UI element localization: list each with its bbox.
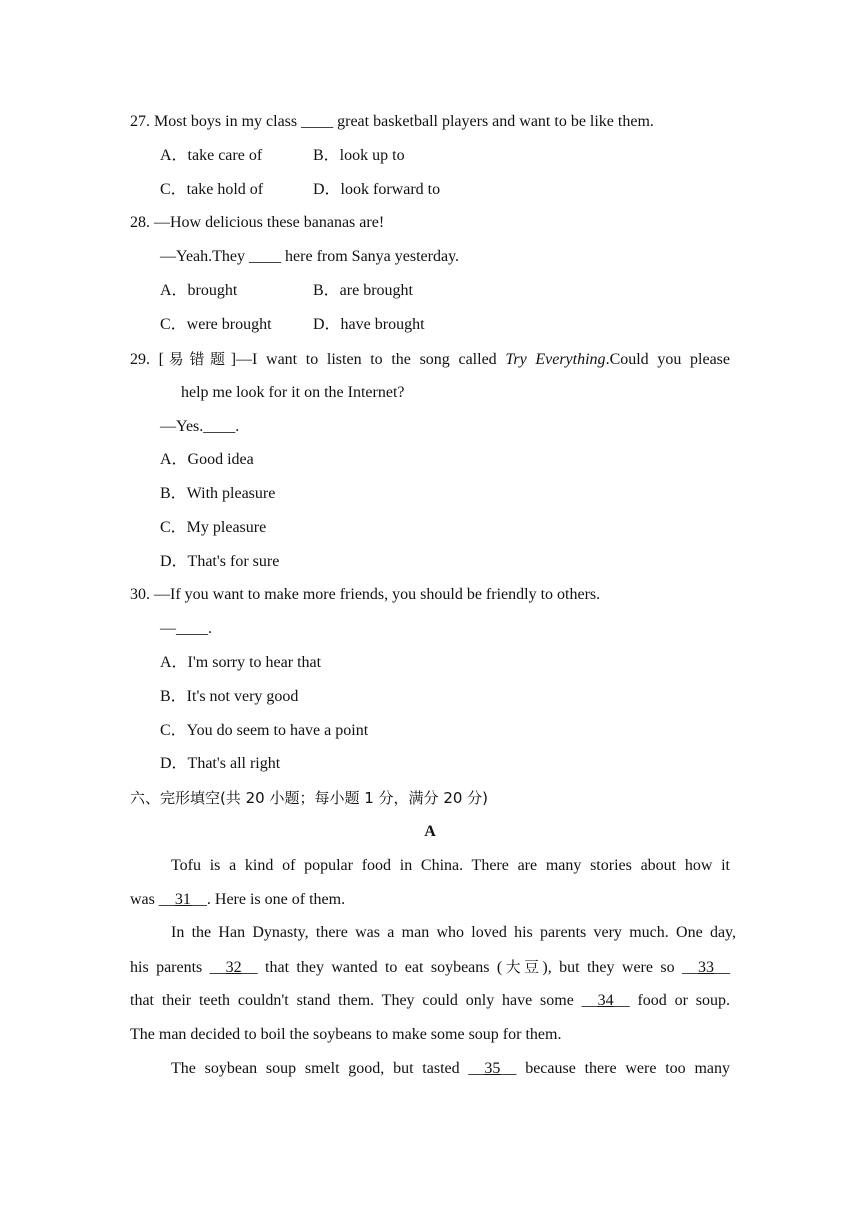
question-28-option-c: C．were brought xyxy=(160,316,272,333)
text-fragment: was __ xyxy=(130,891,175,908)
question-30-option-a: A．I'm sorry to hear that xyxy=(160,654,322,671)
passage-title: A xyxy=(424,823,436,840)
question-27-option-b: B．look up to xyxy=(313,147,405,164)
question-29-number: 29. [ xyxy=(130,351,164,368)
question-27-stem: 27. Most boys in my class ____ great basketball players and want to be like them. xyxy=(130,113,654,130)
paragraph-2-line-4: The man decided to boil the soybeans to make some soup for them. xyxy=(130,1026,562,1043)
blank-34: 34 xyxy=(597,992,614,1009)
section-heading: 六、完形填空(共 20 小题；每小题 1 分，满分 20 分) xyxy=(130,789,489,807)
text-fragment: __. Here is one of them. xyxy=(190,891,346,908)
question-28-option-b: B．are brought xyxy=(313,282,413,299)
text-fragment: The soybean soup smelt good, but tasted __ xyxy=(171,1060,485,1077)
question-29-reply: —Yes.____. xyxy=(160,418,240,435)
blank-31: 31 xyxy=(174,891,191,908)
question-29-option-b: B．With pleasure xyxy=(160,485,276,502)
question-30-option-d: D．That's all right xyxy=(160,755,281,772)
question-29-stem-continuation: help me look for it on the Internet? xyxy=(181,384,405,401)
text-fragment: that their teeth couldn't stand them. They could only have some __ xyxy=(130,992,598,1009)
question-30-stem: 30. —If you want to make more friends, you should be friendly to others. xyxy=(130,586,601,603)
question-28-reply: —Yeah.They ____ here from Sanya yesterday. xyxy=(160,248,460,265)
text-fragment: his parents __ xyxy=(130,959,226,976)
question-27-option-d: D．look forward to xyxy=(313,181,441,198)
paragraph-1-line-1: Tofu is a kind of popular food in China. There are many stories about how it xyxy=(171,857,730,874)
question-29-tag: 易错题 xyxy=(164,350,231,368)
blank-33: 33 xyxy=(698,959,714,976)
text-fragment: __ food or soup. xyxy=(613,992,730,1009)
chinese-gloss: 大豆 xyxy=(502,958,543,976)
question-29-stem-part-b: .Could you please xyxy=(605,351,730,368)
question-27-option-c: C．take hold of xyxy=(160,181,264,198)
paragraph-2-line-1: In the Han Dynasty, there was a man who loved his parents very much. One day, xyxy=(171,924,736,941)
question-30-option-c: C．You do seem to have a point xyxy=(160,722,369,739)
text-fragment: __ xyxy=(714,959,730,976)
text-fragment: __ that they wanted to eat soybeans ( xyxy=(241,959,503,976)
paragraph-1-line-2 xyxy=(130,890,345,910)
question-29-song-title: Try Everything xyxy=(505,351,606,368)
question-30-reply: —____. xyxy=(160,620,212,637)
question-29-stem-part-a: ]—I want to listen to the song called xyxy=(230,351,506,368)
question-29-option-c: C．My pleasure xyxy=(160,519,267,536)
question-28-option-d: D．have brought xyxy=(313,316,425,333)
blank-35: 35 xyxy=(484,1060,501,1077)
text-fragment: __ because there were too many xyxy=(500,1060,731,1077)
question-29-option-d: D．That's for sure xyxy=(160,553,280,570)
question-28-option-a: A．brought xyxy=(160,282,238,299)
paragraph-3-line-1 xyxy=(130,1059,730,1079)
blank-32: 32 xyxy=(225,959,242,976)
question-29-stem xyxy=(130,349,730,370)
question-27-option-a: A．take care of xyxy=(160,147,263,164)
question-29-option-a: A．Good idea xyxy=(160,451,254,468)
text-fragment: ), but they were so __ xyxy=(542,959,698,976)
paragraph-2-line-3 xyxy=(130,991,730,1011)
paragraph-2-line-2 xyxy=(130,957,730,978)
question-30-option-b: B．It's not very good xyxy=(160,688,299,705)
question-28-stem: 28. —How delicious these bananas are! xyxy=(130,214,385,231)
